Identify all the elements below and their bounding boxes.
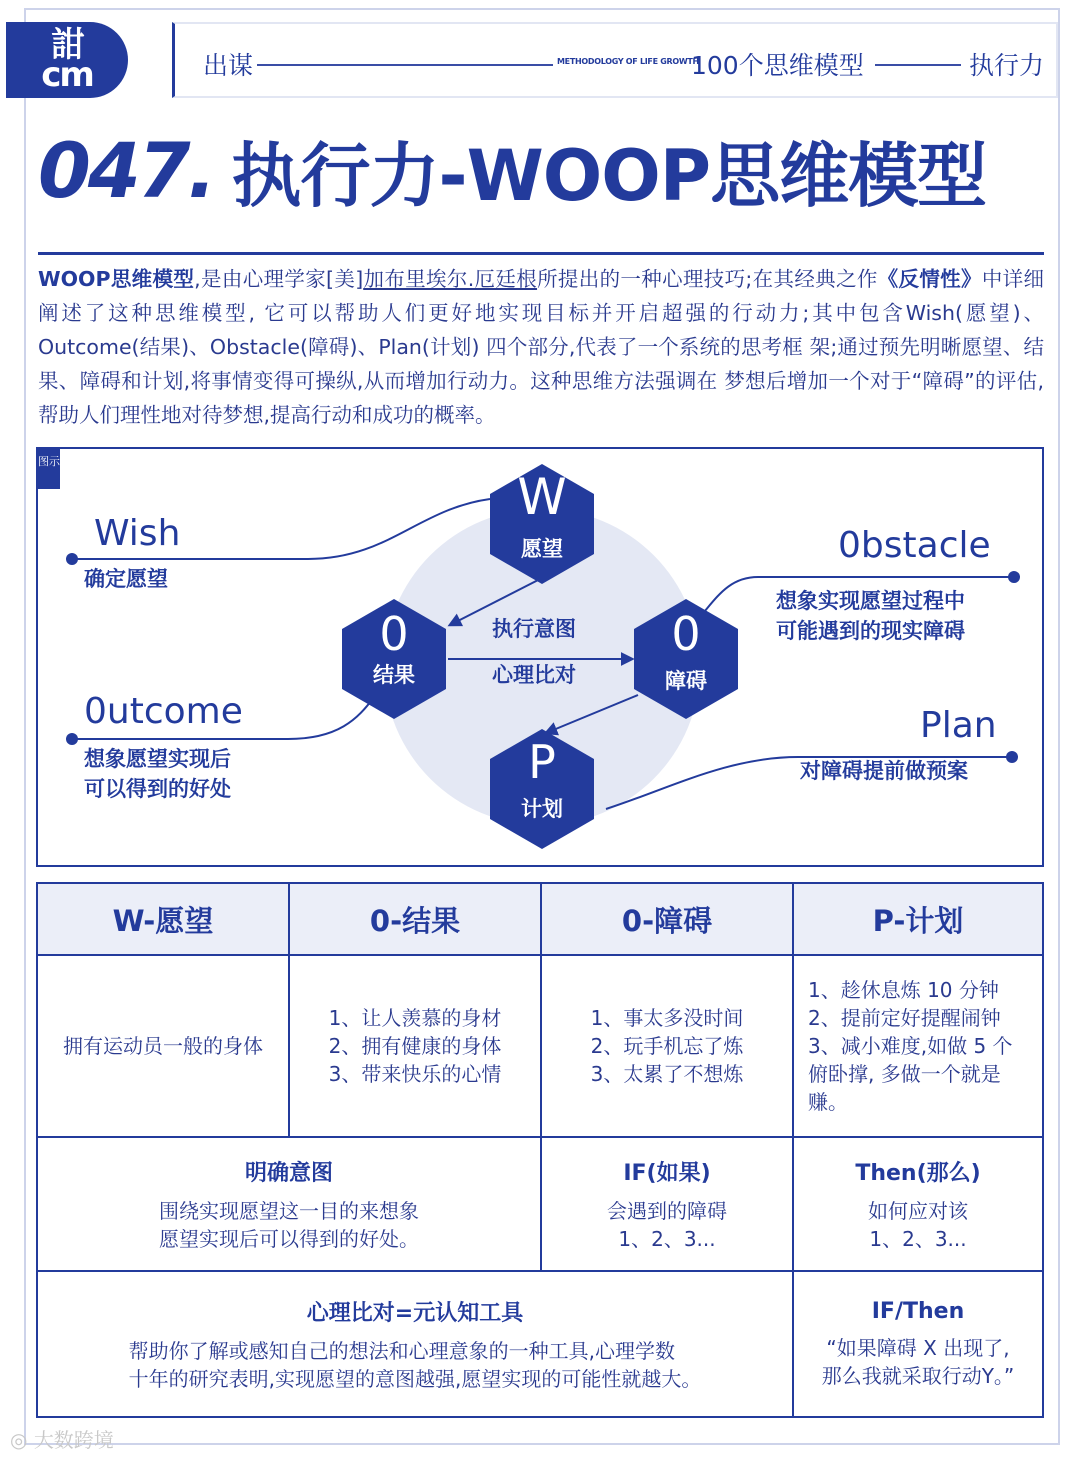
woop-table [36,882,1044,1418]
wish-title: Wish [94,513,181,554]
plan-dot [1006,751,1018,763]
outcome-example-text: 1、让人羡慕的身材 2、拥有健康的身体 3、带来快乐的心情 [328,1006,502,1086]
w-label: 愿望 [521,537,563,561]
then-title: Then(那么) [855,1160,981,1186]
header-wish: W-愿望 [38,884,290,956]
if-then-body: “如果障碍 X 出现了, 那么我就采取行动Y。” [821,1335,1015,1388]
header-left-label: 出谋 [203,51,254,80]
obstacle-desc-1: 想象实现愿望过程中 [776,589,965,613]
header-divider-line [875,64,961,66]
if-title: IF(如果) [623,1160,711,1186]
header-bar [172,22,1058,98]
intent-body: 围绕实现愿望这一目的来想象 愿望实现后可以得到的好处。 [159,1198,419,1251]
outcome-title: 0utcome [84,691,243,732]
outcome-desc-1: 想象愿望实现后 [84,747,231,771]
watermark-text: 大数跨境 [33,1428,114,1452]
wish-desc: 确定愿望 [84,567,168,591]
header-series: 100个思维模型 [691,51,864,80]
cell-mental-contrast [38,1272,794,1416]
outcome-desc-2: 可以得到的好处 [84,777,231,801]
outcome-label: 结果 [373,663,415,687]
obstacle-letter: 0 [671,607,701,661]
cell-intent [38,1138,542,1272]
cell-wish-example [38,956,290,1138]
cell-then [794,1138,1042,1272]
header-plan: P-计划 [794,884,1042,956]
wish-example-text: 拥有运动员一般的身体 [63,1034,263,1058]
intro-person: 加布里埃尔.厄廷根 [363,267,538,291]
if-body: 会遇到的障碍 1、2、3... [607,1198,727,1251]
plan-title: Plan [920,705,997,746]
header-obstacle: 0-障碍 [542,884,794,956]
watermark-icon: ◎ [10,1428,34,1452]
title-number: 047. [38,126,214,215]
brand-logo [6,22,128,98]
intro-book: 《反情性》 [877,267,982,291]
obstacle-label: 障碍 [665,669,707,693]
watermark [10,1424,114,1453]
intro-paragraph [38,262,1044,432]
page-title [38,120,986,230]
woop-diagram [36,447,1044,867]
cell-outcome-example [290,956,542,1138]
diagram-tag: 图示 [38,449,60,489]
mental-contrast-title: 心理比对=元认知工具 [306,1300,524,1326]
plan-label: 计划 [521,797,563,821]
cell-if [542,1138,794,1272]
obstacle-title: 0bstacle [838,525,991,566]
intro-text: ,是由心理学家[美] [194,267,364,291]
title-divider [38,252,1044,255]
obstacle-dot [1008,571,1020,583]
plan-example-text: 1、趁休息炼 10 分钟 2、提前定好提醒闹钟 3、减小难度,如做 5 个俯卧撑, 多做一个就是赚。 [808,978,1013,1114]
center-label-intent: 执行意图 [492,617,576,641]
intro-text: 中详细阐述了这种思维模型, 它可以帮助人们更好地实现目标并开启超强的行动力;其中包含Wish(愿望)、Outcome(结果)、Obstacle(障碍)、Plan(计划) 四个部分,代表了一个系统的思考框 架;通过预先明晰愿望、结果、障碍和计划,将事情变得可操纵,从而增加行动力。这种思维方法强调在 梦想后增加一个对于“障碍”的评估,帮助人们理性地对待梦想,提高行动和成功的概率。 [38,267,1044,427]
cell-plan-example [794,956,1042,1138]
plan-desc: 对障碍提前做预案 [800,759,968,783]
title-text: 执行力-WOOP思维模型 [231,135,987,217]
header-outcome: 0-结果 [290,884,542,956]
obstacle-desc-2: 可能遇到的现实障碍 [776,619,965,643]
intro-lead: WOOP思维模型 [38,267,195,291]
then-body: 如何应对该 1、2、3... [868,1198,968,1251]
intent-title: 明确意图 [244,1160,333,1186]
cell-obstacle-example [542,956,794,1138]
cell-if-then [794,1272,1042,1416]
plan-letter: P [528,735,556,789]
intro-text: 所提出的一种心理技巧;在其经典之作 [537,267,878,291]
logo-text: 詌 cm [41,25,93,95]
header-divider-line [257,64,553,66]
center-label-contrast: 心理比对 [492,663,576,687]
w-letter: W [517,468,567,526]
obstacle-example-text: 1、事太多没时间 2、玩手机忘了炼 3、太累了不想炼 [590,1006,744,1086]
outcome-dot [66,733,78,745]
header-caption: METHODOLOGY OF LIFE GROWTH [557,57,699,66]
outcome-letter: 0 [379,607,409,661]
mental-contrast-body: 帮助你了解或感知自己的想法和心理意象的一种工具,心理学数 十年的研究表明,实现愿望的意图越强,愿望实现的可能性就越大。 [128,1338,702,1391]
wish-dot [66,553,78,565]
if-then-title: IF/Then [871,1298,965,1324]
header-category: 执行力 [969,51,1045,80]
